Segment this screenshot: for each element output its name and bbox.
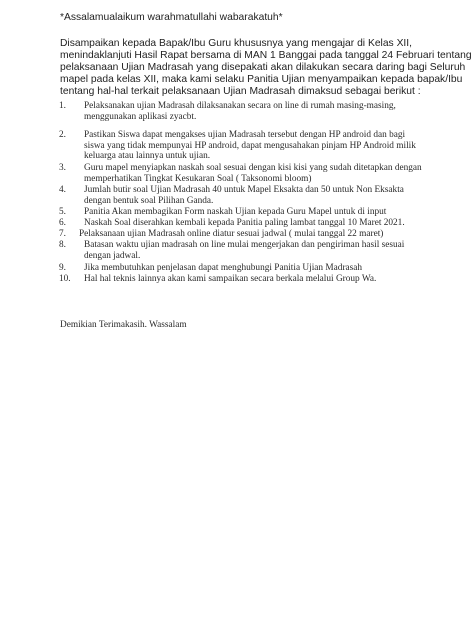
list-item-number: 2. (59, 130, 66, 140)
list-item-text (84, 218, 405, 229)
list-item-line: siswa yang tidak mempunyai HP android, dapat mengusahakan pinjam HP Android milik (84, 140, 416, 151)
list-item-number: 4. (59, 185, 66, 195)
list-item-line: memperhatikan Tingkat Kesukaran Soal ( Taksonomi bloom) (84, 173, 312, 184)
list-item-text (79, 229, 383, 240)
closing-text: Demikian Terimakasih. Wassalam (60, 320, 187, 330)
intro-line: Disampaikan kepada Bapak/Ibu Guru khususnya yang mengajar di Kelas XII, (60, 38, 413, 49)
list-item-text (84, 207, 386, 218)
list-item-text (84, 101, 396, 122)
list-item-line: Pastikan Siswa dapat mengakses ujian Madrasah tersebut dengan HP android dan bagi (84, 130, 406, 140)
list-item-line: Naskah Soal diserahkan kembali kepada Panitia paling lambat tanggal 10 Maret 2021. (84, 218, 405, 228)
list-item-text (84, 240, 404, 261)
list-item-line: dengan bentuk soal Pilihan Ganda. (84, 195, 214, 206)
intro-line: pelaksanaan Ujian Madrasah yang disepakati akan dilakukan secara daring bagi Seluruh (60, 61, 466, 73)
intro-line: tentang hal-hal terkait pelaksanaan Ujian Madrasah dimaksud sebagai berikut : (60, 85, 421, 97)
list-item-number: 8. (59, 240, 66, 250)
list-item-text (84, 163, 422, 184)
list-item-line: Pelaksanakan ujian Madrasah dilaksanakan secara on line di rumah masing-masing, (84, 101, 396, 111)
list-item-line: Jumlah butir soal Ujian Madrasah 40 untuk Mapel Eksakta dan 50 untuk Non Eksakta (84, 185, 404, 195)
list-item-line: Batasan waktu ujian madrasah on line mulai mengerjakan dan pengiriman hasil sesuai (84, 240, 405, 250)
list-item-number: 1. (59, 101, 66, 111)
list-item-line: keluarga atau lainnya untuk ujian. (84, 151, 211, 162)
list-item-text (84, 185, 404, 206)
list-item-line: Panitia Akan membagikan Form naskah Ujian kepada Guru Mapel untuk di input (84, 207, 387, 217)
list-item-text (84, 130, 416, 162)
list-item-line: dengan jadwal. (84, 250, 141, 261)
list-item-number: 7. (59, 229, 66, 239)
list-item-line: menggunakan aplikasi zyacbt. (84, 111, 197, 122)
intro-line: menindaklanjuti Hasil Rapat bersama di MAN 1 Banggai pada tanggal 24 Februari tentang (60, 49, 472, 61)
list-item-line: Hal hal teknis lainnya akan kami sampaikan secara berkala melalui Group Wa. (84, 274, 377, 284)
list-item-number: 10. (59, 274, 71, 284)
list-item-line: Guru mapel menyiapkan naskah soal sesuai dengan kisi kisi yang sudah ditetapkan dengan (84, 163, 422, 173)
list-item-number: 5. (59, 207, 66, 217)
list-item-number: 9. (59, 263, 66, 273)
list-item-number: 6. (59, 218, 66, 228)
list-item-number: 3. (59, 163, 66, 173)
list-item-line: Jika membutuhkan penjelasan dapat menghubungi Panitia Ujian Madrasah (84, 263, 363, 273)
list-item-line: Pelaksanaan ujian Madrasah online diatur sesuai jadwal ( mulai tanggal 22 maret) (79, 229, 384, 239)
list-item-text (84, 263, 362, 274)
list-item-text (84, 274, 376, 285)
greeting: *Assalamualaikum warahmatullahi wabarakatuh* (60, 12, 283, 23)
intro-line: mapel pada kelas XII, maka kami selaku Panitia Ujian menyampaikan kepada bapak/Ibu (60, 73, 463, 85)
